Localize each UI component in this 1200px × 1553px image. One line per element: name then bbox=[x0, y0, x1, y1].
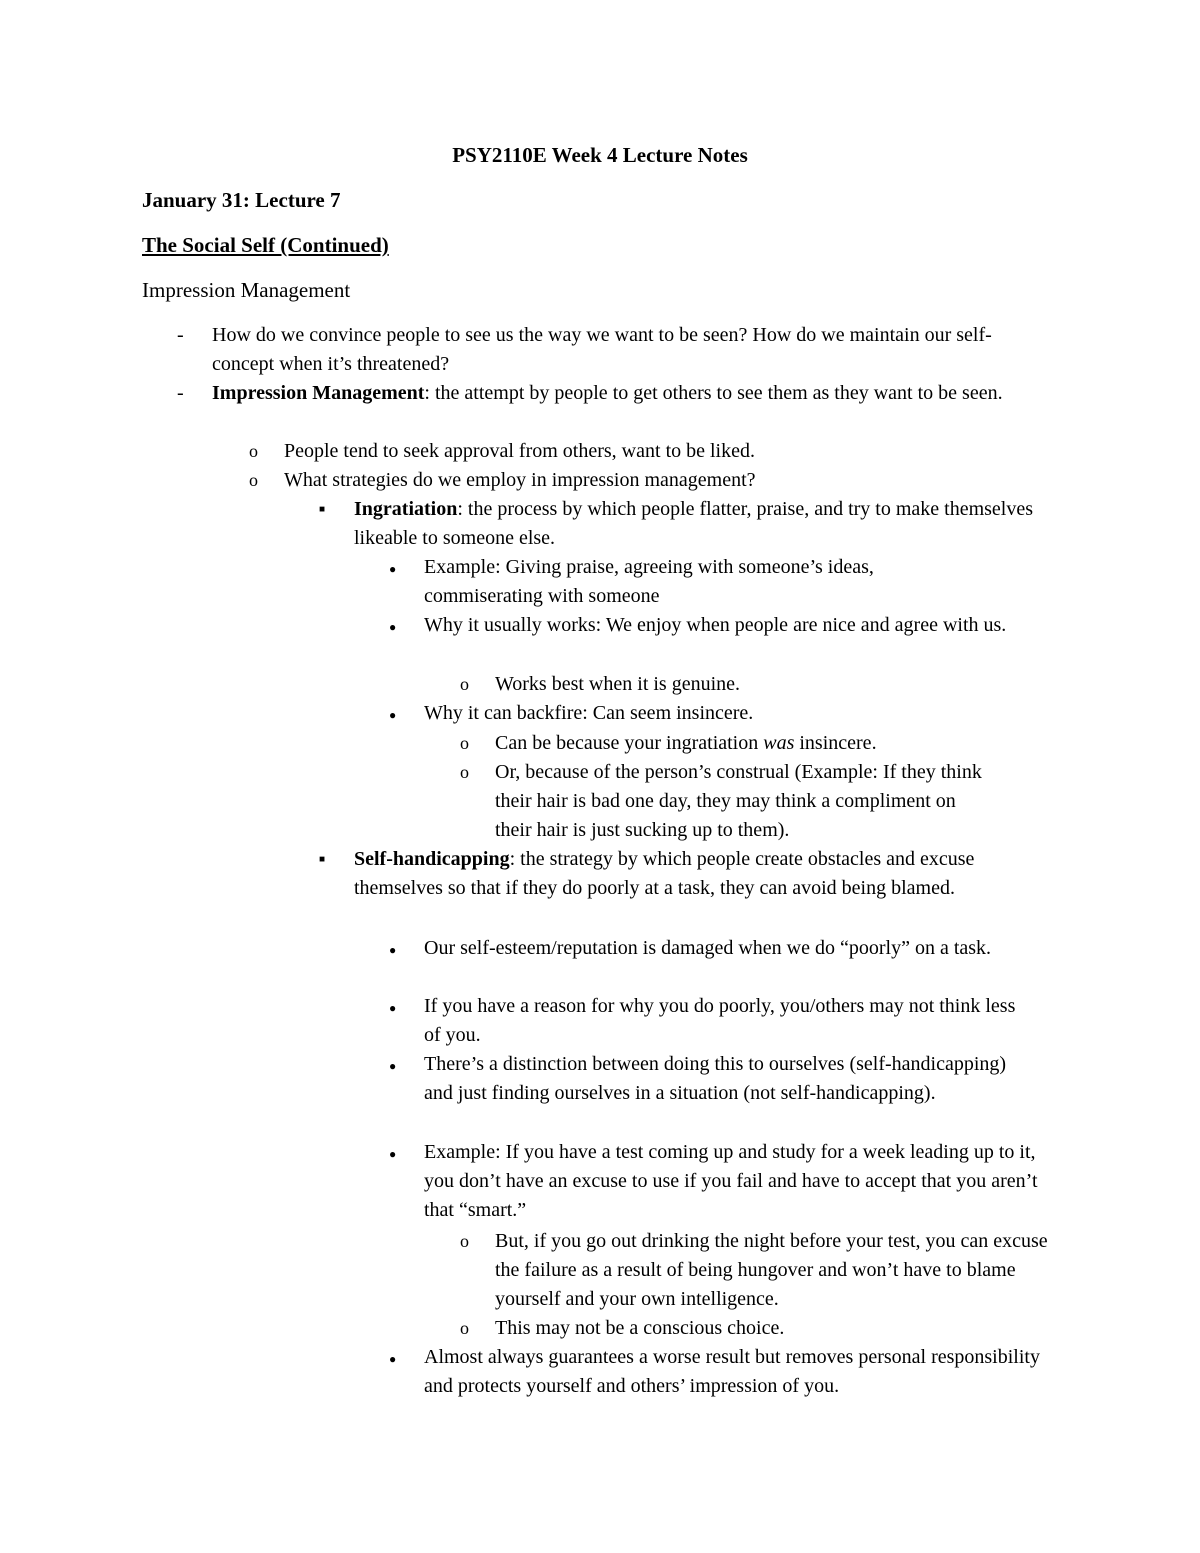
list-item bbox=[424, 1138, 1049, 1225]
list-item bbox=[424, 1343, 1054, 1401]
document-title: PSY2110E Week 4 Lecture Notes bbox=[452, 143, 748, 167]
list-item-text: If you have a reason for why you do poorly, you/others may not think less of you. bbox=[424, 995, 1016, 1046]
list-item-text: People tend to seek approval from others, want to be liked. bbox=[284, 440, 755, 462]
list-item bbox=[424, 699, 1054, 728]
circle-bullet-icon: o bbox=[460, 674, 469, 694]
term-impression-management: Impression Management bbox=[212, 382, 425, 404]
list-item-text: Example: Giving praise, agreeing with someone’s ideas, commiserating with someone bbox=[424, 556, 874, 607]
subheading: Impression Management bbox=[142, 278, 351, 302]
list-item-text: How do we convince people to see us the way we want to be seen? How do we maintain our self-concept when it’s threatened? bbox=[212, 324, 992, 375]
list-item-text: Example: If you have a test coming up and study for a week leading up to it, you don’t have an excuse to use if you fail and have to accept that you aren’t that “smart.” bbox=[424, 1141, 1038, 1221]
definition-text: : the strategy by which people create obstacles and excuse themselves so that if they do poorly at a task, they can avoid being blamed. bbox=[354, 848, 975, 899]
list-item-text: Almost always guarantees a worse result but removes personal responsibility and protects yourself and others’ impression of you. bbox=[424, 1346, 1040, 1397]
list-item-text: What strategies do we employ in impression management? bbox=[284, 469, 756, 491]
dot-bullet-icon: ● bbox=[389, 620, 397, 634]
dash-bullet-icon: - bbox=[177, 382, 184, 404]
term-self-handicapping: Self-handicapping bbox=[354, 848, 510, 870]
dot-bullet-icon: ● bbox=[389, 1001, 397, 1015]
list-item bbox=[424, 934, 1049, 963]
list-item bbox=[212, 379, 1052, 408]
list-item-text: Why it usually works: We enjoy when people are nice and agree with us. bbox=[424, 614, 1007, 636]
emphasis-text: was bbox=[763, 732, 795, 754]
square-bullet-icon: ■ bbox=[319, 854, 326, 865]
list-item bbox=[284, 437, 1064, 466]
dot-bullet-icon: ● bbox=[389, 562, 397, 576]
list-item-text: Works best when it is genuine. bbox=[495, 673, 741, 695]
list-item bbox=[495, 670, 1055, 699]
circle-bullet-icon: o bbox=[249, 441, 258, 461]
list-item bbox=[284, 466, 1064, 495]
list-item-text: Our self-esteem/reputation is damaged when we do “poorly” on a task. bbox=[424, 937, 992, 959]
dot-bullet-icon: ● bbox=[389, 1147, 397, 1161]
list-item-text: There’s a distinction between doing this to ourselves (self-handicapping) and just finding ourselves in a situation (not self-handicapping). bbox=[424, 1053, 1007, 1104]
dot-bullet-icon: ● bbox=[389, 943, 397, 957]
list-item bbox=[495, 1314, 1055, 1343]
dash-bullet-icon: - bbox=[177, 324, 184, 346]
circle-bullet-icon: o bbox=[460, 733, 469, 753]
list-item-text: Can be because your ingratiation bbox=[495, 732, 764, 754]
dot-bullet-icon: ● bbox=[389, 1059, 397, 1073]
definition-text: : the process by which people flatter, praise, and try to make themselves likeable to someone else. bbox=[354, 498, 1034, 549]
dot-bullet-icon: ● bbox=[389, 708, 397, 722]
list-item-text: insincere. bbox=[794, 732, 877, 754]
list-item bbox=[354, 495, 1054, 553]
list-item-text: This may not be a conscious choice. bbox=[495, 1317, 785, 1339]
list-item-text: Why it can backfire: Can seem insincere. bbox=[424, 702, 754, 724]
term-ingratiation: Ingratiation bbox=[354, 498, 458, 520]
definition-text: : the attempt by people to get others to see them as they want to be seen. bbox=[424, 382, 1003, 404]
list-item bbox=[424, 992, 1034, 1050]
list-item bbox=[354, 845, 1054, 903]
circle-bullet-icon: o bbox=[460, 762, 469, 782]
dot-bullet-icon: ● bbox=[389, 1352, 397, 1366]
list-item bbox=[424, 1050, 1034, 1108]
list-item bbox=[495, 1227, 1055, 1314]
list-item bbox=[424, 553, 984, 611]
list-item-text: Or, because of the person’s construal (Example: If they think their hair is bad one day, they may think a compliment on their hair is just sucking up to them). bbox=[495, 761, 982, 841]
square-bullet-icon: ■ bbox=[319, 504, 326, 515]
circle-bullet-icon: o bbox=[460, 1231, 469, 1251]
circle-bullet-icon: o bbox=[460, 1318, 469, 1338]
list-item bbox=[212, 321, 1052, 379]
list-item bbox=[495, 729, 1055, 758]
section-heading: The Social Self (Continued) bbox=[142, 233, 389, 257]
circle-bullet-icon: o bbox=[249, 470, 258, 490]
lecture-date-heading: January 31: Lecture 7 bbox=[142, 188, 341, 212]
list-item-text: But, if you go out drinking the night before your test, you can excuse the failure as a result of being hungover and won’t have to blame yourself and your own intelligence. bbox=[495, 1230, 1048, 1310]
list-item bbox=[495, 758, 995, 845]
list-item bbox=[424, 611, 1044, 640]
